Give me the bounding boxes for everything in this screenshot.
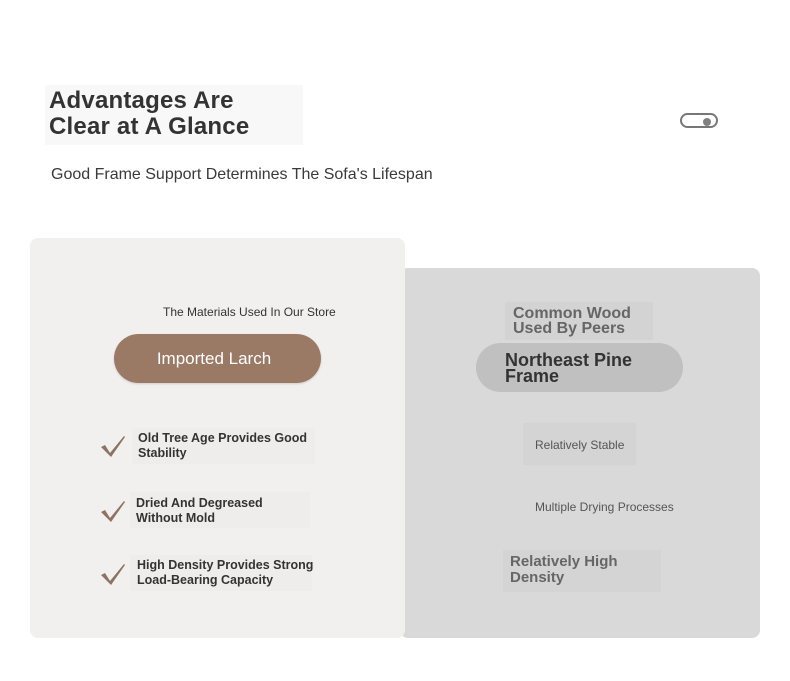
store-material-pill xyxy=(114,334,321,383)
check-icon xyxy=(100,434,126,458)
peers-material-line2: Frame xyxy=(505,366,560,386)
peers-feature-1-line1: Relatively Stable xyxy=(535,438,625,452)
store-feature-1-line2: Stability xyxy=(138,446,187,460)
page-subtitle: Good Frame Support Determines The Sofa's Lifespan xyxy=(51,166,433,183)
store-feature-1-line1: Old Tree Age Provides Good xyxy=(138,431,308,445)
page-title xyxy=(49,88,309,140)
peers-material-line1: Northeast Pine xyxy=(505,350,633,370)
store-materials-label: The Materials Used In Our Store xyxy=(163,305,336,319)
toggle-switch-icon[interactable] xyxy=(680,113,718,128)
store-feature-2-line1: Dried And Degreased xyxy=(136,496,263,510)
check-icon xyxy=(100,562,126,586)
peers-materials-label xyxy=(513,306,663,336)
peers-label-line1: Common Wood xyxy=(513,305,631,322)
peers-feature-2-line1: Multiple Drying Processes xyxy=(535,500,674,514)
store-feature-2-line2: Without Mold xyxy=(136,511,216,525)
peers-material-pill xyxy=(476,343,683,392)
store-feature-3-line2: Load-Bearing Capacity xyxy=(137,573,274,587)
peers-feature-3-line2: Density xyxy=(510,569,565,586)
title-line-1: Advantages Are xyxy=(49,87,234,114)
check-icon xyxy=(100,499,126,523)
peers-feature-2 xyxy=(535,500,715,514)
peers-feature-1 xyxy=(535,438,675,452)
store-feature-2 xyxy=(136,496,316,526)
peers-label-line2: Used By Peers xyxy=(513,320,626,337)
peers-feature-3-line1: Relatively High xyxy=(510,553,618,570)
store-feature-3 xyxy=(137,558,322,588)
store-feature-3-line1: High Density Provides Strong xyxy=(137,558,314,572)
title-line-2: Clear at A Glance xyxy=(49,113,250,140)
store-material-name: Imported Larch xyxy=(156,349,272,368)
peers-material-name xyxy=(505,352,675,384)
toggle-knob xyxy=(703,118,711,126)
store-feature-1 xyxy=(138,431,318,461)
peers-feature-3 xyxy=(510,554,660,586)
